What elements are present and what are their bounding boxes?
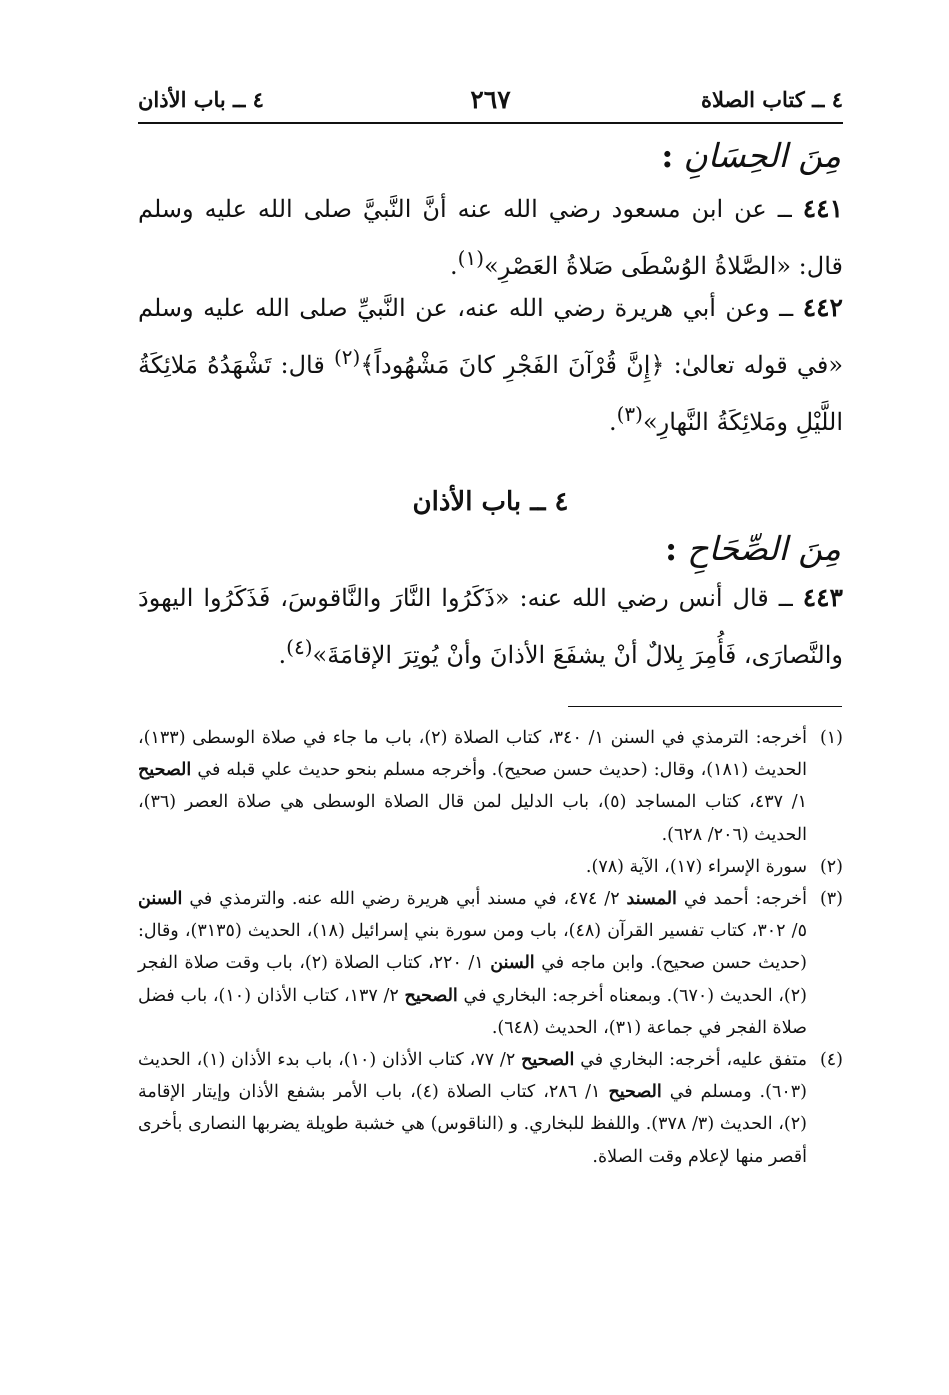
footnote-text: متفق عليه، أخرجه: البخاري في — [574, 1050, 807, 1071]
footnote-ref: (١) — [457, 246, 485, 270]
section-label-sihah — [665, 527, 841, 571]
header-book-title: ٤ ــ كتاب الصلاة — [701, 87, 843, 112]
footnote-ref: (٣) — [616, 402, 643, 426]
footnote-bold: الصحيح — [404, 985, 458, 1006]
section-label-hisan — [661, 134, 841, 178]
running-header — [138, 82, 843, 118]
footnote-text: أخرجه: الترمذي في السنن ١/ ٣٤٠، كتاب الصلاة (٢)، باب ما جاء في صلاة الوسطى (١٣٣)، الحديث (١٨١)، وقال: (حديث حسن صحيح). وأخرجه مسلم بنحو حديث علي قبله في — [138, 728, 807, 781]
footnote-ref: (٤) — [286, 635, 313, 659]
footnote-text: ٢/ ٧٧، كتاب الأذان (١٠)، باب بدء الأذان (١)، الحديث (٦٠٣). ومسلم في — [138, 1050, 807, 1103]
hadith-end: . — [278, 641, 287, 669]
footnote-text: ١/ ٢٢٠، كتاب الصلاة (٢)، باب وقت صلاة الفجر (٢)، الحديث (٦٧٠). وبمعناه أخرجه: البخاري في — [138, 953, 807, 1006]
hadith-dash: ــ — [768, 584, 803, 612]
footnote-bold: الصحيح — [138, 760, 192, 781]
footnote-number: (٣) — [819, 889, 843, 910]
footnote-number: (٢) — [819, 856, 843, 877]
hadith-text: قال أنس رضي الله عنه: «ذَكَرُوا النَّارَ والنَّاقوسَ، فَذَكَرُوا اليهودَ والنَّصارَى، فَأُمِرَ بِلالٌ أنْ يشفَعَ الأذانَ وأنْ يُوتِرَ الإقامَةَ» — [138, 584, 843, 669]
hadith-paragraph — [138, 184, 843, 291]
hadith-paragraph — [138, 573, 843, 680]
hadith-number: ٤٤٣ — [802, 583, 843, 612]
section-colon: : — [661, 136, 674, 175]
footnote — [138, 722, 843, 851]
footnote-bold: السنن — [490, 953, 535, 974]
hadith-number: ٤٤١ — [802, 194, 844, 223]
hadith-text-continued: قال: تَشْهَدُهُ مَلائِكَةُ اللَّيْلِ ومَلائِكَةُ النَّهارِ» — [138, 351, 843, 436]
header-chapter-title: ٤ ــ باب الأذان — [138, 87, 264, 112]
footnote-bold: المسند — [626, 889, 677, 910]
footnote-ref: (٢) — [333, 345, 361, 369]
footnote — [138, 883, 843, 1044]
section-label-text: مِنَ الحِسَانِ — [683, 136, 841, 175]
footnote-number: (٤) — [819, 1050, 843, 1071]
footnotes — [138, 722, 843, 1173]
chapter-title: ٤ ــ باب الأذان — [412, 487, 569, 517]
footnote-text: ١/ ٢٨٦، كتاب الصلاة (٤)، باب الأمر بشفع الأذان وإيتار الإقامة (٢)، الحديث (٣/ ٣٧٨). واللفظ للبخاري. و (الناقوس) هي خشبة طويلة يضربها النصارى بأخرى أقصر منها لإعلام وقت الصلاة. — [138, 1082, 807, 1167]
footnote — [138, 851, 843, 883]
footnote-bold: الصحيح — [608, 1082, 662, 1103]
section-colon: : — [665, 529, 678, 568]
footnote-bold: السنن — [138, 889, 183, 910]
footnote-text: ٢/ ٤٧٤، في مسند أبي هريرة رضي الله عنه. والترمذي في — [182, 889, 627, 910]
hadith-end: . — [608, 408, 617, 436]
hadith-dash: ــ — [769, 294, 803, 322]
footnote-number: (١) — [819, 728, 843, 748]
hadith-number: ٤٤٢ — [802, 293, 843, 322]
hadith-end: . — [450, 252, 458, 280]
hadith-paragraph — [138, 283, 843, 447]
footnote — [138, 1044, 843, 1173]
footnote-text: ٢/ ١٣٧، كتاب الأذان (١٠)، باب فضل صلاة الفجر في جماعة (٣١)، الحديث (٦٤٨). — [138, 985, 807, 1038]
footnote-text: أخرجه: أحمد في — [676, 889, 807, 910]
hadith-text: عن ابن مسعود رضي الله عنه أنَّ النَّبيَّ صلى الله عليه وسلم قال: «الصَّلاةُ الوُسْطَى صَلاةُ العَصْرِ» — [138, 195, 843, 280]
header-rule — [138, 122, 843, 124]
footnote-text: ٥/ ٣٠٢، كتاب تفسير القرآن (٤٨)، باب ومن سورة بني إسرائيل (١٨)، الحديث (٣١٣٥)، وقال: (حديث حسن صحيح). وابن ماجه في — [138, 921, 807, 974]
footnote-text: سورة الإسراء (١٧)، الآية (٧٨). — [585, 856, 807, 877]
hadith-text: وعن أبي هريرة رضي الله عنه، عن النَّبيِّ صلى الله عليه وسلم «في قوله تعالىٰ: ﴿إِنَّ قُرْآنَ الفَجْرِ كانَ مَشْهُوداً﴾ — [138, 294, 844, 379]
section-label-text: مِنَ الصِّحَاحِ — [687, 529, 841, 568]
footnote-text: ١/ ٤٣٧، كتاب المساجد (٥)، باب الدليل لمن قال الصلاة الوسطى هي صلاة العصر (٣٦)، الحديث (٢٠٦/ ٦٢٨). — [138, 792, 808, 845]
page-number: ٢٦٧ — [470, 85, 511, 114]
hadith-dash: ــ — [766, 195, 803, 223]
footnote-rule — [568, 706, 842, 707]
footnote-bold: الصحيح — [521, 1050, 575, 1071]
